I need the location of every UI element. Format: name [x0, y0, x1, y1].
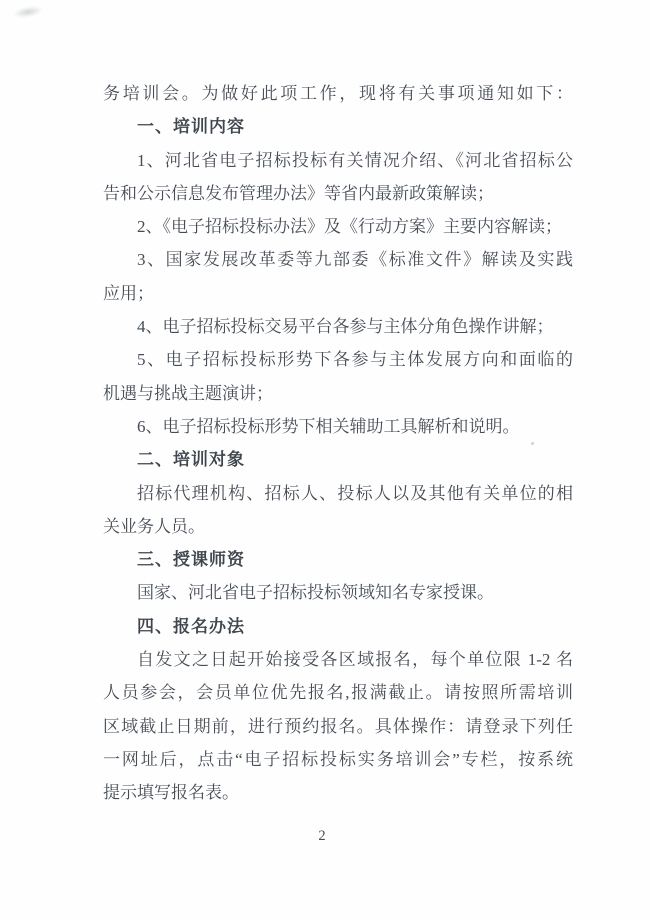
body-line: 机遇与挑战主题演讲； — [103, 383, 273, 403]
section-heading: 三、授课师资 — [137, 550, 245, 570]
body-line: 国家、河北省电子招标投标领域知名专家授课。 — [137, 583, 494, 603]
body-line: 一网址后，点击“电子招标投标实务培训会”专栏，按系统 — [103, 749, 573, 769]
section-heading: 四、报名办法 — [137, 616, 245, 636]
body-line: 关业务人员。 — [103, 516, 205, 536]
body-line: 自发文之日起开始接受各区域报名，每个单位限 1-2 名 — [137, 650, 573, 670]
body-line: 6、电子招标投标形势下相关辅助工具解析和说明。 — [137, 416, 520, 436]
section-heading: 二、培训对象 — [137, 450, 245, 470]
body-line: 2、《电子招标投标办法》及《行动方案》主要内容解读； — [137, 217, 562, 237]
body-line: 务培训会。为做好此项工作，现将有关事项通知如下： — [103, 84, 573, 103]
body-line: 告和公示信息发布管理办法》等省内最新政策解读； — [103, 183, 494, 203]
body-line: 人员参会，会员单位优先报名,报满截止。请按照所需培训 — [103, 683, 573, 703]
body-line: 提示填写报名表。 — [103, 783, 239, 803]
body-line: 1、河北省电子招标投标有关情况介绍、《河北省招标公 — [137, 150, 573, 170]
body-line: 4、电子招标投标交易平台各参与主体分角色操作讲解； — [137, 317, 554, 337]
section-heading: 一、培训内容 — [137, 117, 245, 137]
scan-smudge — [12, 4, 43, 19]
body-line: 3、国家发展改革委等九部委《标准文件》解读及实践 — [137, 250, 573, 270]
body-line: 应用； — [103, 283, 154, 303]
page-number: 2 — [318, 828, 326, 844]
body-line: 区域截止日期前，进行预约报名。具体操作：请登录下列任 — [103, 716, 573, 736]
body-line: 5、电子招标投标形势下各参与主体发展方向和面临的 — [137, 350, 573, 370]
document-body — [103, 77, 573, 810]
body-line: 招标代理机构、招标人、投标人以及其他有关单位的相 — [137, 483, 573, 503]
